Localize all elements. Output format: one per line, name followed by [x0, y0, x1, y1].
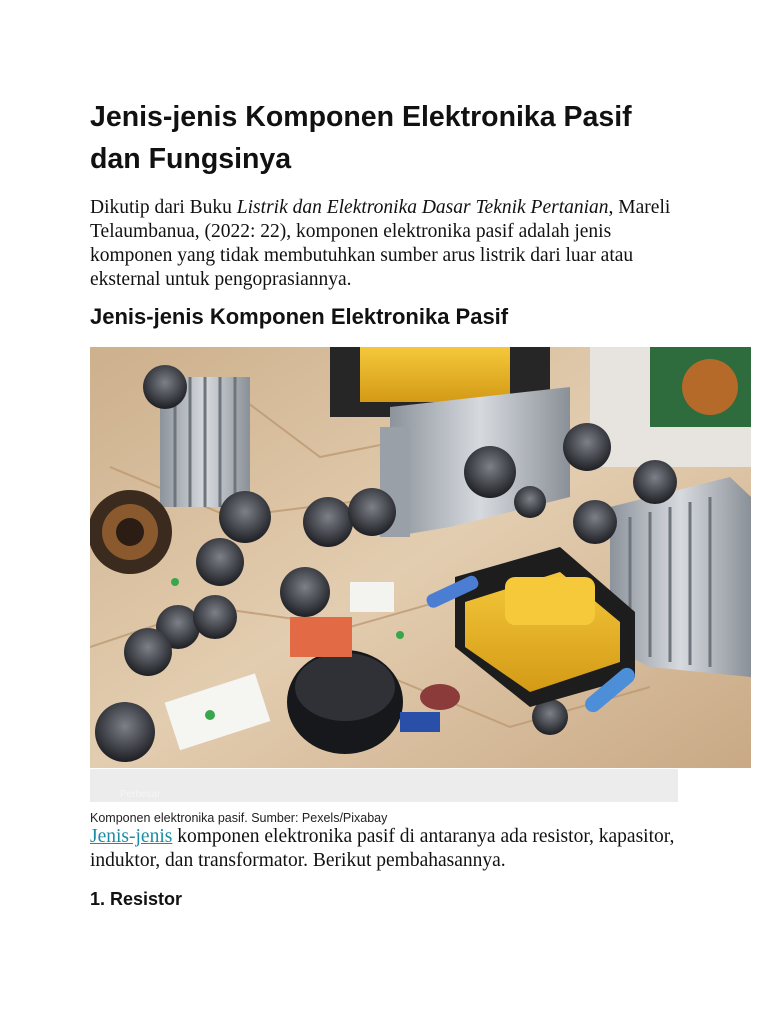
body-text: komponen elektronika pasif di antaranya ada resistor, kapasitor, induktor, dan transformator. Berikut pembahasannya. — [90, 826, 675, 871]
intro-suffix: , Mareli Telaumbanua, (2022: 22), komponen elektronika pasif adalah jenis komponen yang tidak membutuhkan sumber arus listrik dari luar atau eksternal untuk pengoprasiannya. — [90, 197, 671, 290]
subheading-resistor: 1. Resistor — [90, 889, 183, 909]
enlarge-bar[interactable] — [90, 769, 678, 802]
enlarge-label[interactable]: Perbesar — [120, 789, 161, 800]
body-paragraph — [90, 825, 690, 873]
article-image[interactable] — [90, 347, 751, 768]
circuit-board-photo — [90, 347, 751, 768]
section-heading: Jenis-jenis Komponen Elektronika Pasif — [90, 304, 509, 329]
article-title: Jenis-jenis Komponen Elektronika Pasif dan Fungsinya — [90, 101, 632, 175]
intro-book-title: Listrik dan Elektronika Dasar Teknik Pertanian — [236, 197, 609, 218]
image-caption: Komponen elektronika pasif. Sumber: Pexels/Pixabay — [90, 811, 388, 825]
intro-paragraph — [90, 196, 690, 292]
intro-prefix: Dikutip dari Buku — [90, 197, 237, 218]
jenis-jenis-link[interactable]: Jenis-jenis — [90, 826, 173, 847]
